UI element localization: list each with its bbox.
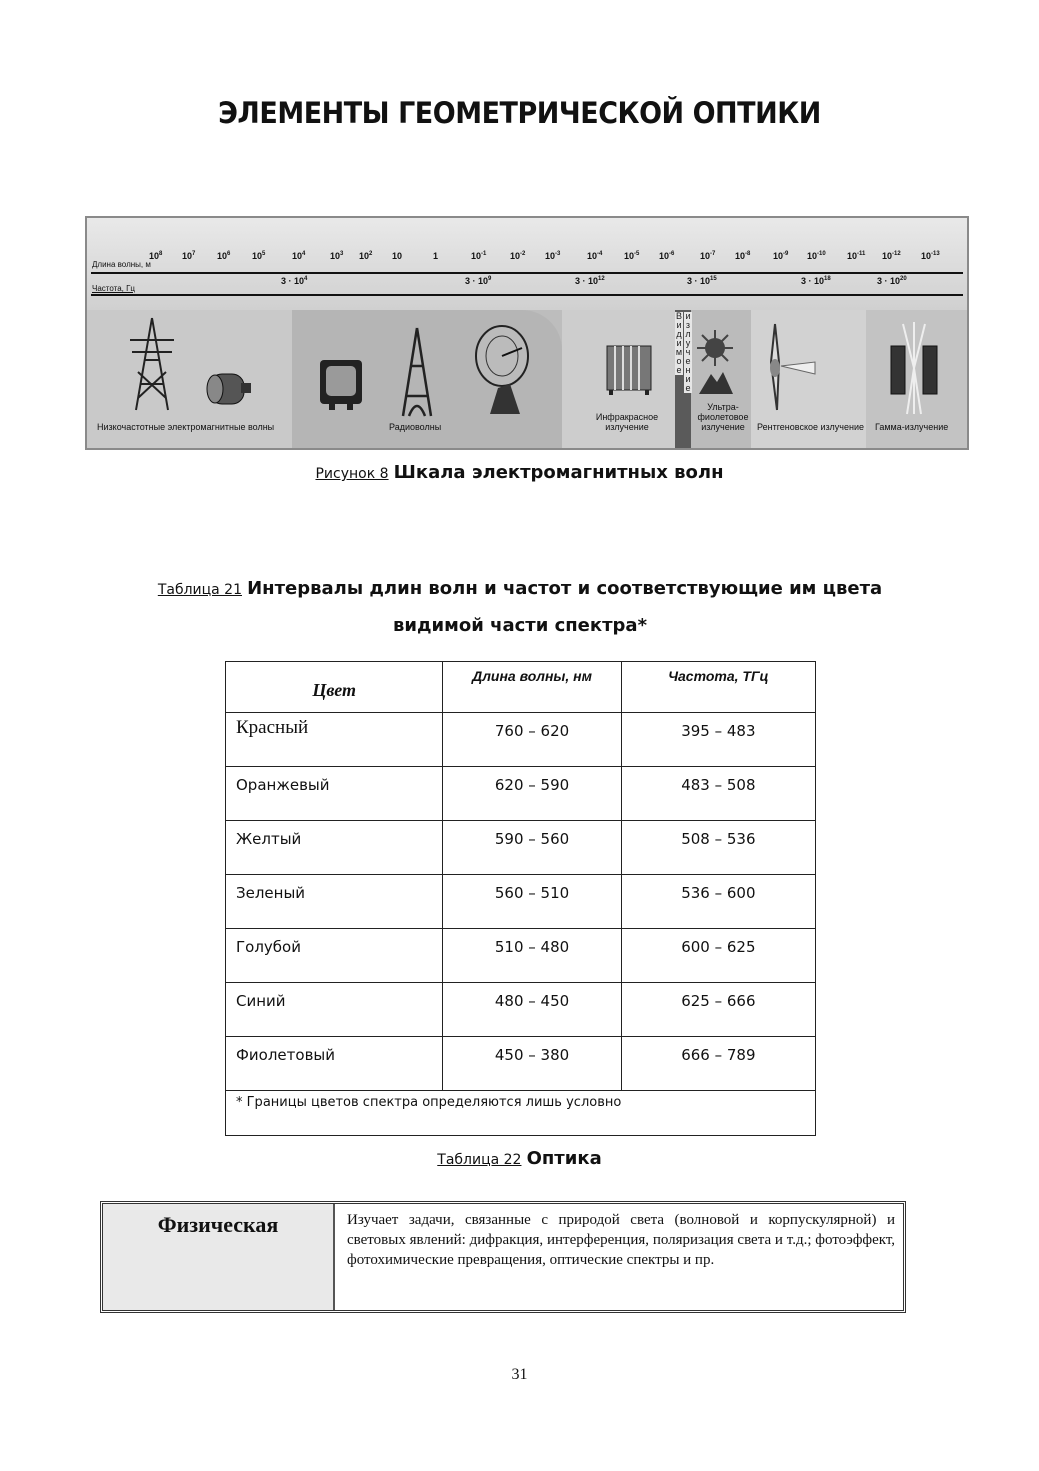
band-label-uv-line2: фиолетовое [697,412,749,422]
wavelength-tick: $10^8$ [149,251,163,261]
wavelength-tick: $10^{-2}$ [510,251,526,261]
eiffel-tower-icon [397,326,437,418]
frequency-cell: 483 – 508 [621,767,815,821]
table-row [226,713,816,767]
wavelength-cell: 510 – 480 [443,929,621,983]
color-name-cell: Оранжевый [226,767,443,821]
wavelength-tick: 1 [433,251,439,261]
frequency-axis [91,294,963,296]
table-row [226,821,816,875]
radio-telescope-icon [472,318,542,418]
wavelength-tick: $10^{-8}$ [735,251,751,261]
header-wavelength: Длина волны, нм [443,662,621,713]
band-label-ultraviolet [693,402,753,432]
wavelength-tick: $10^{-3}$ [545,251,561,261]
generator-icon [205,368,255,413]
visible-band-label: Видимое [675,311,683,375]
figure-caption-text: Шкала электромагнитных волн [393,462,724,483]
wavelength-tick: $10^{-13}$ [921,251,940,261]
optics-table [100,1201,906,1313]
table-header-row [226,662,816,713]
page-number: 31 [511,1366,528,1383]
band-label-infrared-line2: излучение [605,422,649,432]
color-name-cell: Голубой [226,929,443,983]
table-row [226,983,816,1037]
band-label-uv-line3: излучение [701,422,745,432]
wavelength-tick: $10^6$ [217,251,231,261]
wavelength-tick: $10^{-12}$ [882,251,901,261]
xray-tube-icon [763,322,819,414]
frequency-tick: $3 \cdot 10^{20}$ [877,276,907,286]
header-color: Цвет [226,662,443,713]
frequency-tick: $3 \cdot 10^4$ [281,276,308,286]
frequency-cell: 395 – 483 [621,713,815,767]
band-label-radio: Радиоволны [389,422,442,432]
wavelength-tick: $10^5$ [252,251,266,261]
frequency-cell: 536 – 600 [621,875,815,929]
table21-caption-line1: Интервалы длин волн и частот и соответствующие им цвета [247,578,883,599]
em-spectrum-figure [85,216,969,450]
figure-caption-prefix: Рисунок 8 [315,466,389,482]
frequency-tick: $3 \cdot 10^9$ [465,276,492,286]
wavelength-axis [91,272,963,274]
visible-band-radiation-label: излучение [685,311,691,393]
wavelength-tick: $10^{-10}$ [807,251,826,261]
sun-mountain-icon [695,328,735,398]
power-tower-icon [122,314,182,416]
table-row [226,929,816,983]
wavelength-tick: 10 [392,251,403,261]
color-name-cell: Фиолетовый [226,1037,443,1091]
wavelength-tick: $10^7$ [182,251,196,261]
band-label-xray: Рентгеновское излучение [757,422,865,432]
wavelength-tick: $10^{-6}$ [659,251,675,261]
frequency-cell: 625 – 666 [621,983,815,1037]
band-label-infrared-line1: Инфракрасное [595,412,659,422]
wavelength-cell: 560 – 510 [443,875,621,929]
radiator-icon [603,342,655,396]
page-title: ЭЛЕМЕНТЫ ГЕОМЕТРИЧЕСКОЙ ОПТИКИ [218,96,821,130]
frequency-cell: 666 – 789 [621,1037,815,1091]
band-label-uv-line1: Ультра- [707,402,739,412]
table22-caption-prefix: Таблица 22 [437,1152,522,1168]
wavelength-tick: $10^2$ [359,251,373,261]
wavelength-tick: $10^{-5}$ [624,251,640,261]
color-spectrum-table [225,661,816,1136]
frequency-tick: $3 \cdot 10^{18}$ [801,276,831,286]
band-label-infrared [587,412,667,432]
wavelength-axis-label: Длина волны, м [92,260,151,269]
table-row [226,875,816,929]
television-icon [317,356,367,414]
table-row [226,1037,816,1091]
wavelength-tick: $10^{-11}$ [847,251,866,261]
frequency-tick: $3 \cdot 10^{12}$ [575,276,605,286]
table22-caption [0,1148,1039,1169]
figure-caption [0,462,1039,483]
band-label-low-frequency: Низкочастотные электромагнитные волны [97,422,275,432]
table21-caption [120,571,920,644]
color-name-cell: Зеленый [226,875,443,929]
frequency-cell: 508 – 536 [621,821,815,875]
wavelength-tick: $10^4$ [292,251,306,261]
wavelength-tick: $10^{-4}$ [587,251,603,261]
table21-caption-prefix: Таблица 21 [157,582,242,598]
band-label-gamma: Гамма-излучение [875,422,949,432]
wavelength-cell: 480 – 450 [443,983,621,1037]
wavelength-cell: 450 – 380 [443,1037,621,1091]
wavelength-tick: $10^{-9}$ [773,251,789,261]
wavelength-tick: $10^3$ [330,251,344,261]
color-name-cell: Желтый [226,821,443,875]
color-name-cell: Красный [226,713,443,767]
wavelength-cell: 590 – 560 [443,821,621,875]
table22-caption-text: Оптика [526,1148,602,1169]
frequency-axis-label: Частота, Гц [92,284,136,293]
wavelength-tick: $10^{-1}$ [471,251,487,261]
optics-term: Физическая [103,1204,335,1310]
table-row [226,767,816,821]
wavelength-cell: 760 – 620 [443,713,621,767]
table-note: * Границы цветов спектра определяются лишь условно [226,1091,816,1136]
wavelength-cell: 620 – 590 [443,767,621,821]
gamma-source-icon [887,318,949,418]
frequency-tick: $3 \cdot 10^{15}$ [687,276,717,286]
color-name-cell: Синий [226,983,443,1037]
table21-caption-line2: видимой части спектра* [392,615,647,636]
table-note-row [226,1091,816,1136]
wavelength-tick: $10^{-7}$ [700,251,716,261]
header-frequency: Частота, ТГц [621,662,815,713]
frequency-cell: 600 – 625 [621,929,815,983]
optics-description: Изучает задачи, связанные с природой света (волновой и корпускулярной) и световых явлений: дифракция, интерференция, поляризация света и т.д.; фотоэффект, фотохимические превращения, оптические спектры и пр. [347,1212,895,1268]
